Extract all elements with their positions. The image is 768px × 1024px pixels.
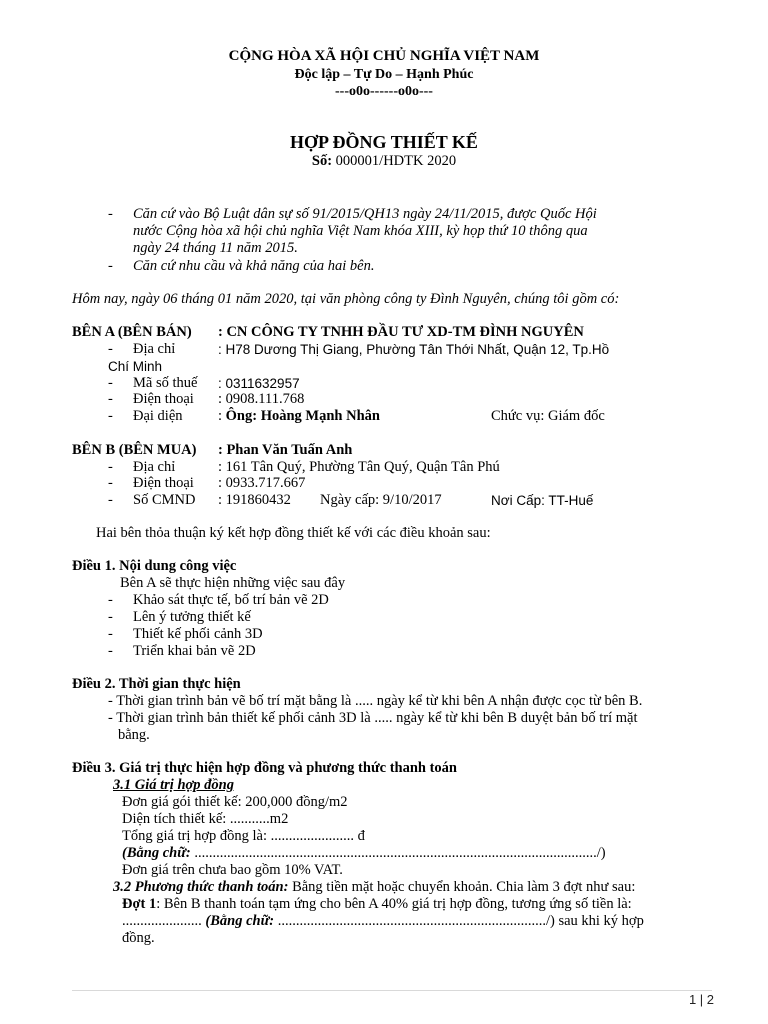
party-a-phone-label: Điện thoại — [133, 391, 194, 407]
article-1-item: Khảo sát thực tế, bố trí bản vẽ 2D — [133, 592, 329, 608]
article-1-intro: Bên A sẽ thực hiện những việc sau đây — [120, 575, 346, 591]
phase-1-text: : Bên B thanh toán tạm ứng cho bên A 40% giá trị hợp đồng, tương ứng số tiền là: — [156, 896, 632, 912]
bullet-dash: - — [108, 459, 113, 475]
party-b-address-value: : 161 Tân Quý, Phường Tân Quý, Quận Tân Phú — [218, 459, 500, 475]
phase-1-timing: sau khi ký hợp — [554, 913, 644, 929]
design-area: Diện tích thiết kế: ...........m2 — [122, 811, 289, 827]
total-in-words — [122, 845, 606, 862]
party-b-phone-value: : 0933.717.667 — [218, 475, 306, 491]
party-a-tax-value: : 0311632957 — [218, 376, 300, 391]
article-2-title: Điều 2. Thời gian thực hiện — [72, 676, 241, 692]
party-b-issue-place: Nơi Cấp: TT-Huế — [491, 493, 594, 508]
party-b-issue-date: Ngày cấp: 9/10/2017 — [320, 492, 442, 508]
party-b-address-label: Địa chỉ — [133, 459, 176, 475]
article-3-sub1: 3.1 Giá trị hợp đồng — [113, 777, 234, 793]
party-b-label: BÊN B (BÊN MUA) — [72, 442, 197, 458]
article-2-line3: bằng. — [118, 727, 150, 743]
agreement-text: Hai bên thỏa thuận ký kết hợp đồng thiết kế với các điều khoản sau: — [96, 525, 491, 541]
article-1-item: Lên ý tưởng thiết kế — [133, 609, 251, 625]
bullet-dash: - — [108, 391, 113, 407]
party-a-rep — [218, 408, 380, 425]
in-words-label: (Bằng chữ: — [122, 845, 191, 861]
party-a-label: BÊN A (BÊN BÁN) — [72, 324, 192, 340]
article-1-item: Triển khai bản vẽ 2D — [133, 643, 256, 659]
article-2-line2: - Thời gian trình bản thiết kế phối cảnh 3D là ..... ngày kể từ khi bên B duyệt bản bố trí mặt — [108, 710, 638, 726]
vat-note: Đơn giá trên chưa bao gồm 10% VAT. — [122, 862, 343, 878]
bullet-dash: - — [108, 592, 113, 608]
party-a-phone-value: : 0908.111.768 — [218, 391, 305, 407]
phase-1-amount-dots: ...................... — [122, 913, 206, 929]
article-3-title: Điều 3. Giá trị thực hiện hợp đồng và phương thức thanh toán — [72, 760, 458, 776]
legal-basis-2: Căn cứ nhu cầu và khả năng của hai bên. — [133, 258, 375, 274]
bullet-dash: - — [108, 408, 113, 424]
total-value: Tổng giá trị hợp đồng là: ....................... đ — [122, 828, 365, 844]
article-2-line1: - Thời gian trình bản vẽ bố trí mặt bằng là ..... ngày kể từ khi bên A nhận được cọc từ bên B. — [108, 693, 643, 709]
bullet-dash: - — [108, 258, 113, 274]
party-a-rep-label: Đại diện — [133, 408, 183, 424]
phase-1-line1 — [122, 896, 632, 913]
national-motto: Độc lập – Tự Do – Hạnh Phúc — [294, 67, 474, 82]
phase-1-words-dots: ........................................................................../) — [274, 913, 555, 929]
unit-price: Đơn giá gói thiết kế: 200,000 đồng/m2 — [122, 794, 348, 810]
bullet-dash: - — [108, 475, 113, 491]
party-b-name: : Phan Văn Tuấn Anh — [218, 442, 353, 458]
bullet-dash: - — [108, 341, 113, 357]
bullet-dash: - — [108, 626, 113, 642]
party-a-address-cont: Chí Minh — [108, 359, 163, 374]
party-a-position: Chức vụ: Giám đốc — [491, 408, 605, 424]
contract-title: HỢP ĐỒNG THIẾT KẾ — [290, 132, 478, 152]
phase-1-label: Đợt 1 — [122, 896, 157, 912]
bullet-dash: - — [108, 643, 113, 659]
article-1-title: Điều 1. Nội dung công việc — [72, 558, 237, 574]
footer-divider — [72, 990, 712, 991]
national-title: CỘNG HÒA XÃ HỘI CHỦ NGHĨA VIỆT NAM — [228, 48, 540, 64]
intro-text: Hôm nay, ngày 06 tháng 01 năm 2020, tại văn phòng công ty Đình Nguyên, chúng tôi gồm có: — [72, 291, 620, 307]
legal-basis-1-line3: ngày 24 tháng 11 năm 2015. — [133, 240, 298, 256]
bullet-dash: - — [108, 206, 113, 222]
contract-number-label: Số: — [311, 153, 333, 169]
bullet-dash: - — [108, 492, 113, 508]
phase-1-line3: đồng. — [122, 930, 155, 946]
party-a-tax-label: Mã số thuế — [133, 375, 198, 391]
bullet-dash: - — [108, 375, 113, 391]
header-ornament: ---o0o------o0o--- — [335, 84, 433, 99]
article-3-sub2: 3.2 Phương thức thanh toán: — [113, 879, 289, 895]
contract-number-value: 000001/HDTK 2020 — [335, 153, 457, 169]
party-b-id-label: Số CMND — [133, 492, 196, 508]
in-words-dots: .............................................................................................................../) — [190, 845, 606, 861]
party-a-rep-value: Ông: Hoàng Mạnh Nhân — [225, 408, 380, 424]
payment-method-text: Bằng tiền mặt hoặc chuyển khoản. Chia làm 3 đợt như sau: — [288, 879, 636, 895]
party-a-name: : CN CÔNG TY TNHH ĐẦU TƯ XD-TM ĐÌNH NGUYÊN — [218, 324, 584, 340]
article-1-item: Thiết kế phối cảnh 3D — [133, 626, 263, 642]
phase-1-words-label: (Bằng chữ: — [205, 913, 275, 929]
payment-method — [113, 879, 635, 896]
party-a-rep-colon: : — [218, 408, 226, 424]
party-b-phone-label: Điện thoại — [133, 475, 194, 491]
bullet-dash: - — [108, 609, 113, 625]
party-b-id-value: : 191860432 — [218, 492, 291, 508]
legal-basis-1-line1: Căn cứ vào Bộ Luật dân sự số 91/2015/QH13 ngày 24/11/2015, được Quốc Hội — [133, 206, 597, 222]
legal-basis-1-line2: nước Cộng hòa xã hội chủ nghĩa Việt Nam khóa XIII, kỳ họp thứ 10 thông qua — [133, 223, 588, 239]
contract-number — [0, 153, 768, 170]
party-a-address-value: : H78 Dương Thị Giang, Phường Tân Thới Nhất, Quận 12, Tp.Hồ — [218, 342, 610, 357]
page-number: 1 | 2 — [688, 992, 714, 1007]
phase-1-line2 — [122, 913, 644, 930]
party-a-address-label: Địa chỉ — [133, 341, 176, 357]
